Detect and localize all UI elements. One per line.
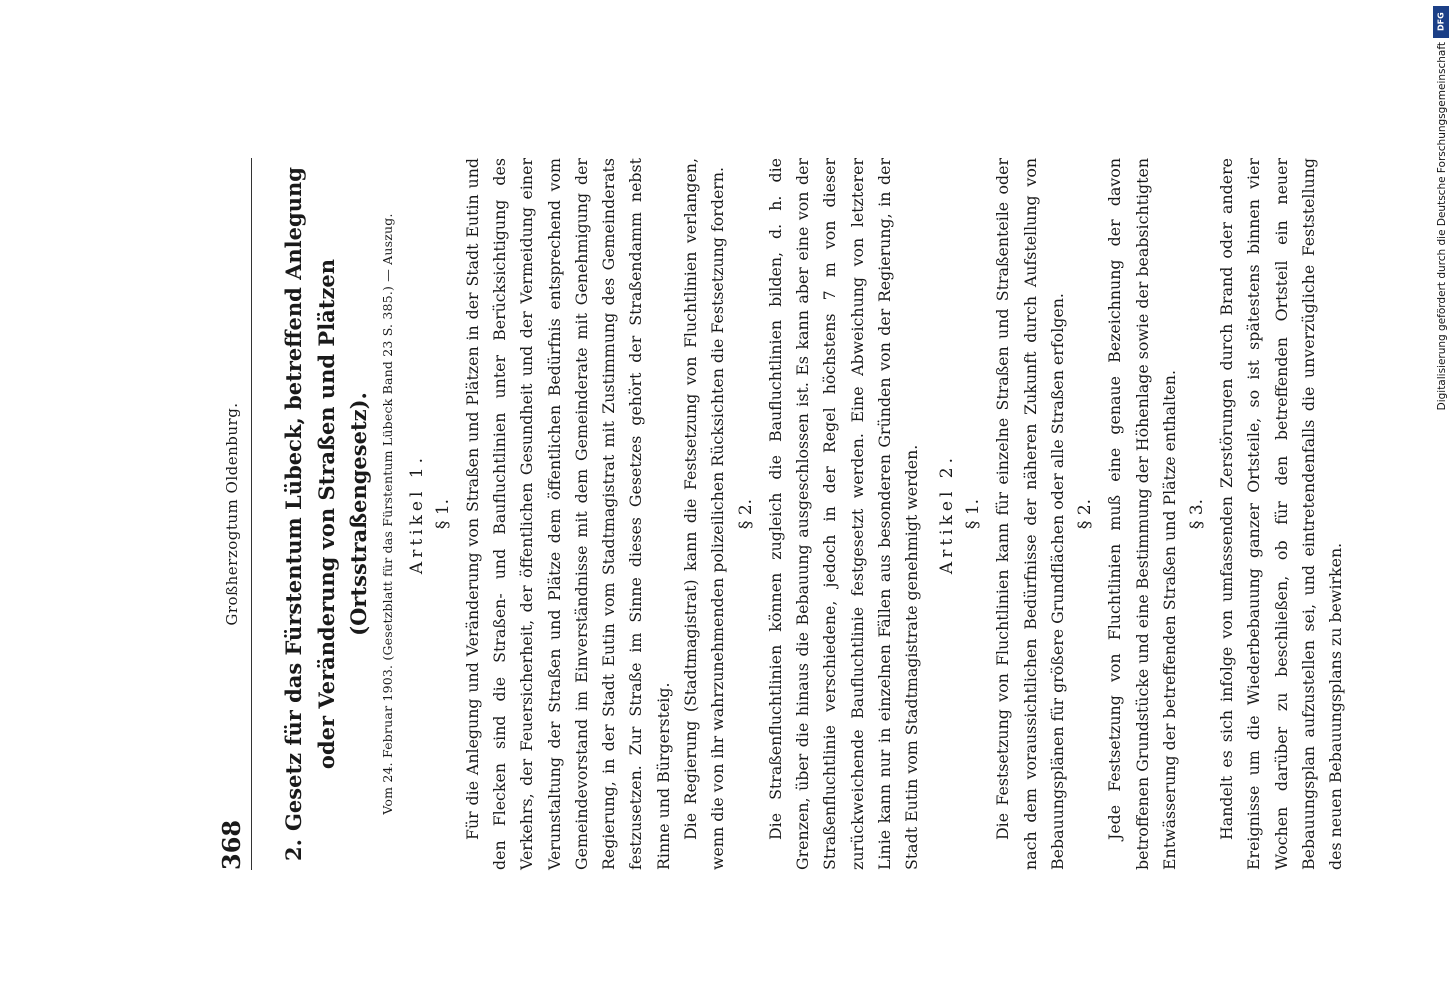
artikel-1-heading: Artikel 1. [406,453,427,575]
artikel-2-heading: Artikel 2. [937,453,958,575]
artikel-1-section-2-heading: § 2. [735,498,756,530]
artikel-2-section-1-heading: § 1. [963,498,984,530]
law-title-text: Gesetz für das Fürstentum Lübeck, betreffend Anlegung oder Veränderung von Straßen und Plätzen (Ortsstraßengesetz). [281,167,372,831]
dfg-logo: DFG [1433,6,1449,38]
rotated-document-page [107,120,1347,880]
artikel-2-section-1-text: Die Festsetzung von Fluchtlinien kann für einzelne Straßen und Straßenteile oder nach dem voraussichtlichen Bedürfnisse der näheren Zukunft durch Aufstellung von Bebauungsplänen für größere Grundflächen oder alle Straßen erfolgen. [993,158,1067,870]
page-number: 368 [217,819,246,870]
running-head: Großherzogtum Oldenburg. [223,402,241,626]
artikel-1-section-1-heading: § 1. [432,498,453,530]
law-title [278,158,376,870]
page-header [213,158,252,870]
dfg-funding-note: Digitalisierung gefördert durch die Deutsche Forschungsgemeinschaft [1436,42,1448,411]
law-number: 2. [281,839,306,861]
artikel-1-section-1-text-b: Die Regierung (Stadtmagistrat) kann die Festsetzung von Fluchtlinien verlangen, wenn die von ihr wahrzunehmenden polizeilichen Rücksichten die Festsetzung fordern. [681,158,728,870]
artikel-1-section-1-text-a: Für die Anlegung und Veränderung von Straßen und Plätzen in der Stadt Eutin und den Flecken sind die Straßen- und Baufluchtlinien unter Berücksichtigung des Verkehrs, der Feuersicherheit, der öffentlichen Gesundheit und der Vermeidung einer Verunstaltung der Straßen und Plätze dem öffentlichen Bedürfnis entsprechend vom Gemeindevorstand im Einverständnisse mit dem Gemeinderate mit Genehmigung der Regierung, in der Stadt Eutin vom Stadtmagistrat mit Zustimmung des Gemeinderats festzusetzen. Zur Straße im Sinne dieses Gesetzes gehört der Straßendamm nebst Rinne und Bürgersteig. [462,158,673,870]
artikel-2-section-2-text: Jede Festsetzung von Fluchtlinien muß eine genaue Bezeichnung der davon betroffenen Grundstücke und eine Bestimmung der Höhenlage sowie der beabsichtigten Entwässerung der betreffenden Straßen und Plätze enthalten. [1105,158,1179,870]
dfg-watermark [1433,6,1449,411]
artikel-2-section-3-text: Handelt es sich infolge von umfassenden Zerstörungen durch Brand oder andere Ereignisse um die Wiederbebauung ganzer Ortsteile, so ist spätestens binnen vier Wochen darüber zu beschließen, ob für den betreffenden Ortsteil ein neuer Bebauungsplan aufzustellen sei, und eintretendenfalls die unverzügliche Feststellung des neuen Bebauungsplans zu bewirken. [1217,158,1346,870]
law-source-line: Vom 24. Februar 1903. (Gesetzblatt für das Fürstentum Lübeck Band 23 S. 385.) — Auszug. [379,213,395,815]
artikel-2-section-3-heading: § 3. [1187,498,1208,530]
page-content [213,158,1350,870]
artikel-1-section-2-text: Die Straßenfluchtlinien können zugleich die Baufluchtlinien bilden, d. h. die Grenzen, über die hinaus die Bebauung ausgeschlossen ist. Es kann aber eine von der Straßenfluchtlinie verschiedene, jedoch in der Regel höchstens 7 m von dieser zurückweichende Baufluchtlinie festgesetzt werden. Eine Abweichung von letzterer Linie kann nur in einzelnen Fällen aus besonderen Gründen von der Regierung, in der Stadt Eutin vom Stadtmagistrate genehmigt werden. [765,158,922,870]
artikel-2-section-2-heading: § 2. [1075,498,1096,530]
